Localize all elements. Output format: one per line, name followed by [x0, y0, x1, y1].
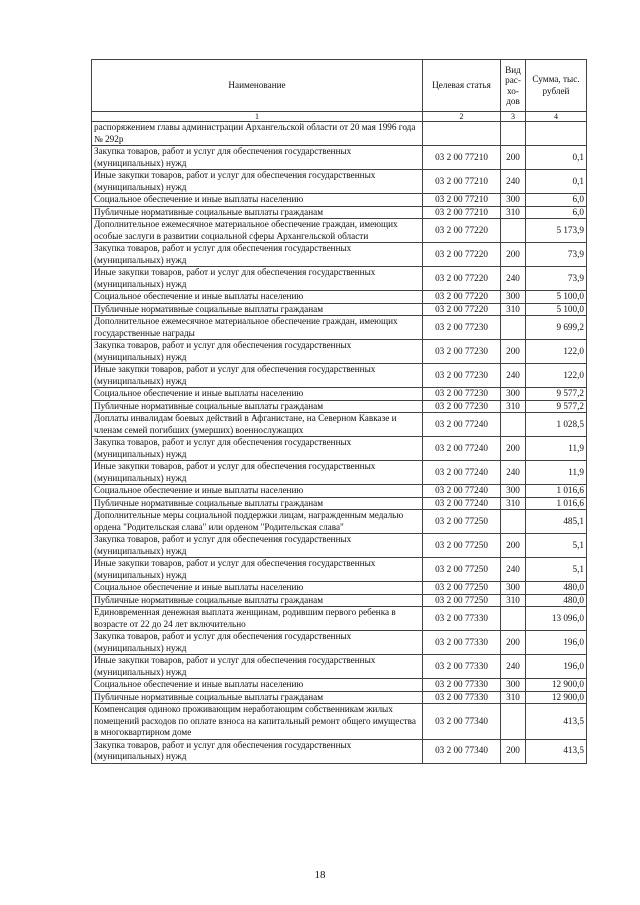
expense-type-cell — [501, 413, 526, 437]
table-row — [92, 631, 587, 655]
table-row — [92, 316, 587, 340]
table-row — [92, 206, 587, 219]
name-cell: Публичные нормативные социальные выплаты гражданам — [92, 303, 423, 316]
target-article-cell: 03 2 00 77340 — [423, 704, 501, 740]
header-expense-type — [501, 60, 526, 112]
sum-cell — [526, 122, 587, 146]
sum-cell: 0,1 — [526, 146, 587, 170]
target-article-cell: 03 2 00 77250 — [423, 534, 501, 558]
table-row — [92, 194, 587, 207]
sum-cell: 9 699,2 — [526, 316, 587, 340]
sum-cell: 122,0 — [526, 340, 587, 364]
sum-cell: 5,1 — [526, 534, 587, 558]
target-article-cell: 03 2 00 77210 — [423, 206, 501, 219]
table-row — [92, 146, 587, 170]
target-article-cell: 03 2 00 77210 — [423, 146, 501, 170]
table-body — [92, 122, 587, 764]
expense-type-cell — [501, 219, 526, 243]
expense-type-cell: 310 — [501, 206, 526, 219]
name-cell: Закупка товаров, работ и услуг для обеспечения государственных (муниципальных) нужд — [92, 534, 423, 558]
name-cell: Закупка товаров, работ и услуг для обеспечения государственных (муниципальных) нужд — [92, 631, 423, 655]
expense-type-cell: 310 — [501, 303, 526, 316]
sum-cell: 11,9 — [526, 461, 587, 485]
sum-cell: 73,9 — [526, 267, 587, 291]
name-cell: Публичные нормативные социальные выплаты гражданам — [92, 497, 423, 510]
target-article-cell: 03 2 00 77230 — [423, 388, 501, 401]
expense-type-cell: 240 — [501, 655, 526, 679]
header-expense-type-line: хо- — [507, 85, 519, 96]
name-cell: Социальное обеспечение и иные выплаты населению — [92, 485, 423, 498]
expense-type-cell: 310 — [501, 691, 526, 704]
sum-cell: 413,5 — [526, 704, 587, 740]
expense-type-cell: 200 — [501, 739, 526, 763]
expense-type-cell — [501, 316, 526, 340]
name-cell: распоряжением главы администрации Архангельской области от 20 мая 1996 года № 292р — [92, 122, 423, 146]
target-article-cell: 03 2 00 77230 — [423, 316, 501, 340]
budget-table — [91, 59, 587, 764]
sum-cell: 122,0 — [526, 364, 587, 388]
name-cell: Закупка товаров, работ и услуг для обеспечения государственных (муниципальных) нужд — [92, 340, 423, 364]
table-row — [92, 413, 587, 437]
expense-type-cell: 300 — [501, 582, 526, 595]
table-row — [92, 485, 587, 498]
target-article-cell: 03 2 00 77220 — [423, 219, 501, 243]
sum-cell: 12 900,0 — [526, 691, 587, 704]
target-article-cell: 03 2 00 77330 — [423, 691, 501, 704]
expense-type-cell: 300 — [501, 291, 526, 304]
header-target-article: Целевая статья — [423, 60, 501, 112]
sum-cell: 13 096,0 — [526, 607, 587, 631]
name-cell: Дополнительное ежемесячное материальное обеспечение граждан, имеющих особые заслуги в развитии социальной сферы Архангельской области — [92, 219, 423, 243]
name-cell: Закупка товаров, работ и услуг для обеспечения государственных (муниципальных) нужд — [92, 437, 423, 461]
column-number-row — [92, 112, 587, 122]
target-article-cell: 03 2 00 77250 — [423, 510, 501, 534]
header-row — [92, 60, 587, 112]
expense-type-cell — [501, 510, 526, 534]
expense-type-cell: 240 — [501, 558, 526, 582]
target-article-cell: 03 2 00 77210 — [423, 194, 501, 207]
expense-type-cell: 300 — [501, 485, 526, 498]
name-cell: Социальное обеспечение и иные выплаты населению — [92, 194, 423, 207]
target-article-cell: 03 2 00 77220 — [423, 291, 501, 304]
target-article-cell: 03 2 00 77250 — [423, 558, 501, 582]
sum-cell: 196,0 — [526, 655, 587, 679]
expense-type-cell: 300 — [501, 194, 526, 207]
target-article-cell: 03 2 00 77240 — [423, 437, 501, 461]
table-row — [92, 170, 587, 194]
target-article-cell: 03 2 00 77240 — [423, 497, 501, 510]
table-row — [92, 655, 587, 679]
name-cell: Закупка товаров, работ и услуг для обеспечения государственных (муниципальных) нужд — [92, 243, 423, 267]
target-article-cell: 03 2 00 77230 — [423, 364, 501, 388]
table-row — [92, 497, 587, 510]
header-expense-type-line: дов — [506, 96, 520, 106]
table-row — [92, 594, 587, 607]
expense-type-cell: 300 — [501, 679, 526, 692]
sum-cell: 1 016,6 — [526, 497, 587, 510]
target-article-cell: 03 2 00 77330 — [423, 607, 501, 631]
sum-cell: 5 100,0 — [526, 291, 587, 304]
table-row — [92, 122, 587, 146]
expense-type-cell: 300 — [501, 388, 526, 401]
name-cell: Публичные нормативные социальные выплаты гражданам — [92, 594, 423, 607]
table-row — [92, 400, 587, 413]
table-row — [92, 303, 587, 316]
expense-type-cell: 240 — [501, 461, 526, 485]
target-article-cell: 03 2 00 77330 — [423, 631, 501, 655]
sum-cell: 0,1 — [526, 170, 587, 194]
target-article-cell: 03 2 00 77210 — [423, 170, 501, 194]
column-number: 4 — [526, 112, 587, 122]
target-article-cell: 03 2 00 77220 — [423, 267, 501, 291]
sum-cell: 413,5 — [526, 739, 587, 763]
name-cell: Публичные нормативные социальные выплаты гражданам — [92, 400, 423, 413]
target-article-cell: 03 2 00 77240 — [423, 413, 501, 437]
table-row — [92, 291, 587, 304]
target-article-cell: 03 2 00 77230 — [423, 400, 501, 413]
name-cell: Социальное обеспечение и иные выплаты населению — [92, 582, 423, 595]
column-number: 3 — [501, 112, 526, 122]
name-cell: Иные закупки товаров, работ и услуг для обеспечения государственных (муниципальных) нужд — [92, 655, 423, 679]
target-article-cell: 03 2 00 77230 — [423, 340, 501, 364]
sum-cell: 9 577,2 — [526, 388, 587, 401]
name-cell: Дополнительные меры социальной поддержки лицам, награжденным медалью ордена "Родительская слава" или орденом "Родительская слава" — [92, 510, 423, 534]
column-number: 2 — [423, 112, 501, 122]
table-row — [92, 582, 587, 595]
target-article-cell: 03 2 00 77220 — [423, 303, 501, 316]
target-article-cell: 03 2 00 77250 — [423, 594, 501, 607]
sum-cell: 480,0 — [526, 594, 587, 607]
expense-type-cell: 200 — [501, 437, 526, 461]
column-number: 1 — [92, 112, 423, 122]
sum-cell: 5 173,9 — [526, 219, 587, 243]
name-cell: Иные закупки товаров, работ и услуг для обеспечения государственных (муниципальных) нужд — [92, 170, 423, 194]
sum-cell: 1 028,5 — [526, 413, 587, 437]
header-expense-type-line: Вид — [505, 64, 521, 75]
target-article-cell: 03 2 00 77240 — [423, 461, 501, 485]
expense-type-cell: 240 — [501, 170, 526, 194]
sum-cell: 6,0 — [526, 206, 587, 219]
table-row — [92, 461, 587, 485]
table-row — [92, 534, 587, 558]
sum-cell: 12 900,0 — [526, 679, 587, 692]
sum-cell: 485,1 — [526, 510, 587, 534]
expense-type-cell: 200 — [501, 631, 526, 655]
target-article-cell: 03 2 00 77240 — [423, 485, 501, 498]
table-row — [92, 739, 587, 763]
table-row — [92, 558, 587, 582]
name-cell: Дополнительное ежемесячное материальное обеспечение граждан, имеющих государственные награды — [92, 316, 423, 340]
name-cell: Социальное обеспечение и иные выплаты населению — [92, 291, 423, 304]
table-row — [92, 704, 587, 740]
table-row — [92, 437, 587, 461]
name-cell: Закупка товаров, работ и услуг для обеспечения государственных (муниципальных) нужд — [92, 739, 423, 763]
expense-type-cell: 240 — [501, 267, 526, 291]
name-cell: Закупка товаров, работ и услуг для обеспечения государственных (муниципальных) нужд — [92, 146, 423, 170]
expense-type-cell — [501, 704, 526, 740]
table-row — [92, 679, 587, 692]
table-row — [92, 340, 587, 364]
expense-type-cell: 310 — [501, 497, 526, 510]
expense-type-cell — [501, 607, 526, 631]
expense-type-cell: 310 — [501, 594, 526, 607]
header-sum: Сумма, тыс. рублей — [526, 60, 587, 112]
table-row — [92, 607, 587, 631]
target-article-cell: 03 2 00 77340 — [423, 739, 501, 763]
expense-type-cell: 200 — [501, 340, 526, 364]
table-row — [92, 219, 587, 243]
table-row — [92, 364, 587, 388]
name-cell: Иные закупки товаров, работ и услуг для обеспечения государственных (муниципальных) нужд — [92, 558, 423, 582]
sum-cell: 5,1 — [526, 558, 587, 582]
name-cell: Иные закупки товаров, работ и услуг для обеспечения государственных (муниципальных) нужд — [92, 364, 423, 388]
target-article-cell: 03 2 00 77220 — [423, 243, 501, 267]
target-article-cell: 03 2 00 77250 — [423, 582, 501, 595]
sum-cell: 11,9 — [526, 437, 587, 461]
name-cell: Социальное обеспечение и иные выплаты населению — [92, 388, 423, 401]
header-name: Наименование — [92, 60, 423, 112]
table-row — [92, 267, 587, 291]
expense-type-cell: 240 — [501, 364, 526, 388]
name-cell: Социальное обеспечение и иные выплаты населению — [92, 679, 423, 692]
expense-type-cell: 310 — [501, 400, 526, 413]
expense-type-cell: 200 — [501, 534, 526, 558]
table-row — [92, 510, 587, 534]
name-cell: Единовременная денежная выплата женщинам, родившим первого ребенка в возрасте от 22 до 24 лет включительно — [92, 607, 423, 631]
sum-cell: 196,0 — [526, 631, 587, 655]
name-cell: Компенсация одиноко проживающим неработающим собственникам жилых помещений расходов по оплате взноса на капитальный ремонт общего имущества в многоквартирном доме — [92, 704, 423, 740]
table-header — [92, 60, 587, 122]
target-article-cell: 03 2 00 77330 — [423, 655, 501, 679]
expense-type-cell: 200 — [501, 146, 526, 170]
name-cell: Доплаты инвалидам боевых действий в Афганистане, на Северном Кавказе и членам семей погибших (умерших) военнослужащих — [92, 413, 423, 437]
name-cell: Публичные нормативные социальные выплаты гражданам — [92, 206, 423, 219]
sum-cell: 5 100,0 — [526, 303, 587, 316]
sum-cell: 6,0 — [526, 194, 587, 207]
sum-cell: 73,9 — [526, 243, 587, 267]
page-number: 18 — [314, 869, 326, 881]
header-expense-type-line: рас- — [505, 75, 521, 85]
expense-type-cell: 200 — [501, 243, 526, 267]
name-cell: Иные закупки товаров, работ и услуг для обеспечения государственных (муниципальных) нужд — [92, 267, 423, 291]
target-article-cell: 03 2 00 77330 — [423, 679, 501, 692]
table-row — [92, 388, 587, 401]
table-row — [92, 243, 587, 267]
sum-cell: 9 577,2 — [526, 400, 587, 413]
table-row — [92, 691, 587, 704]
name-cell: Иные закупки товаров, работ и услуг для обеспечения государственных (муниципальных) нужд — [92, 461, 423, 485]
name-cell: Публичные нормативные социальные выплаты гражданам — [92, 691, 423, 704]
target-article-cell — [423, 122, 501, 146]
sum-cell: 480,0 — [526, 582, 587, 595]
sum-cell: 1 016,6 — [526, 485, 587, 498]
expense-type-cell — [501, 122, 526, 146]
